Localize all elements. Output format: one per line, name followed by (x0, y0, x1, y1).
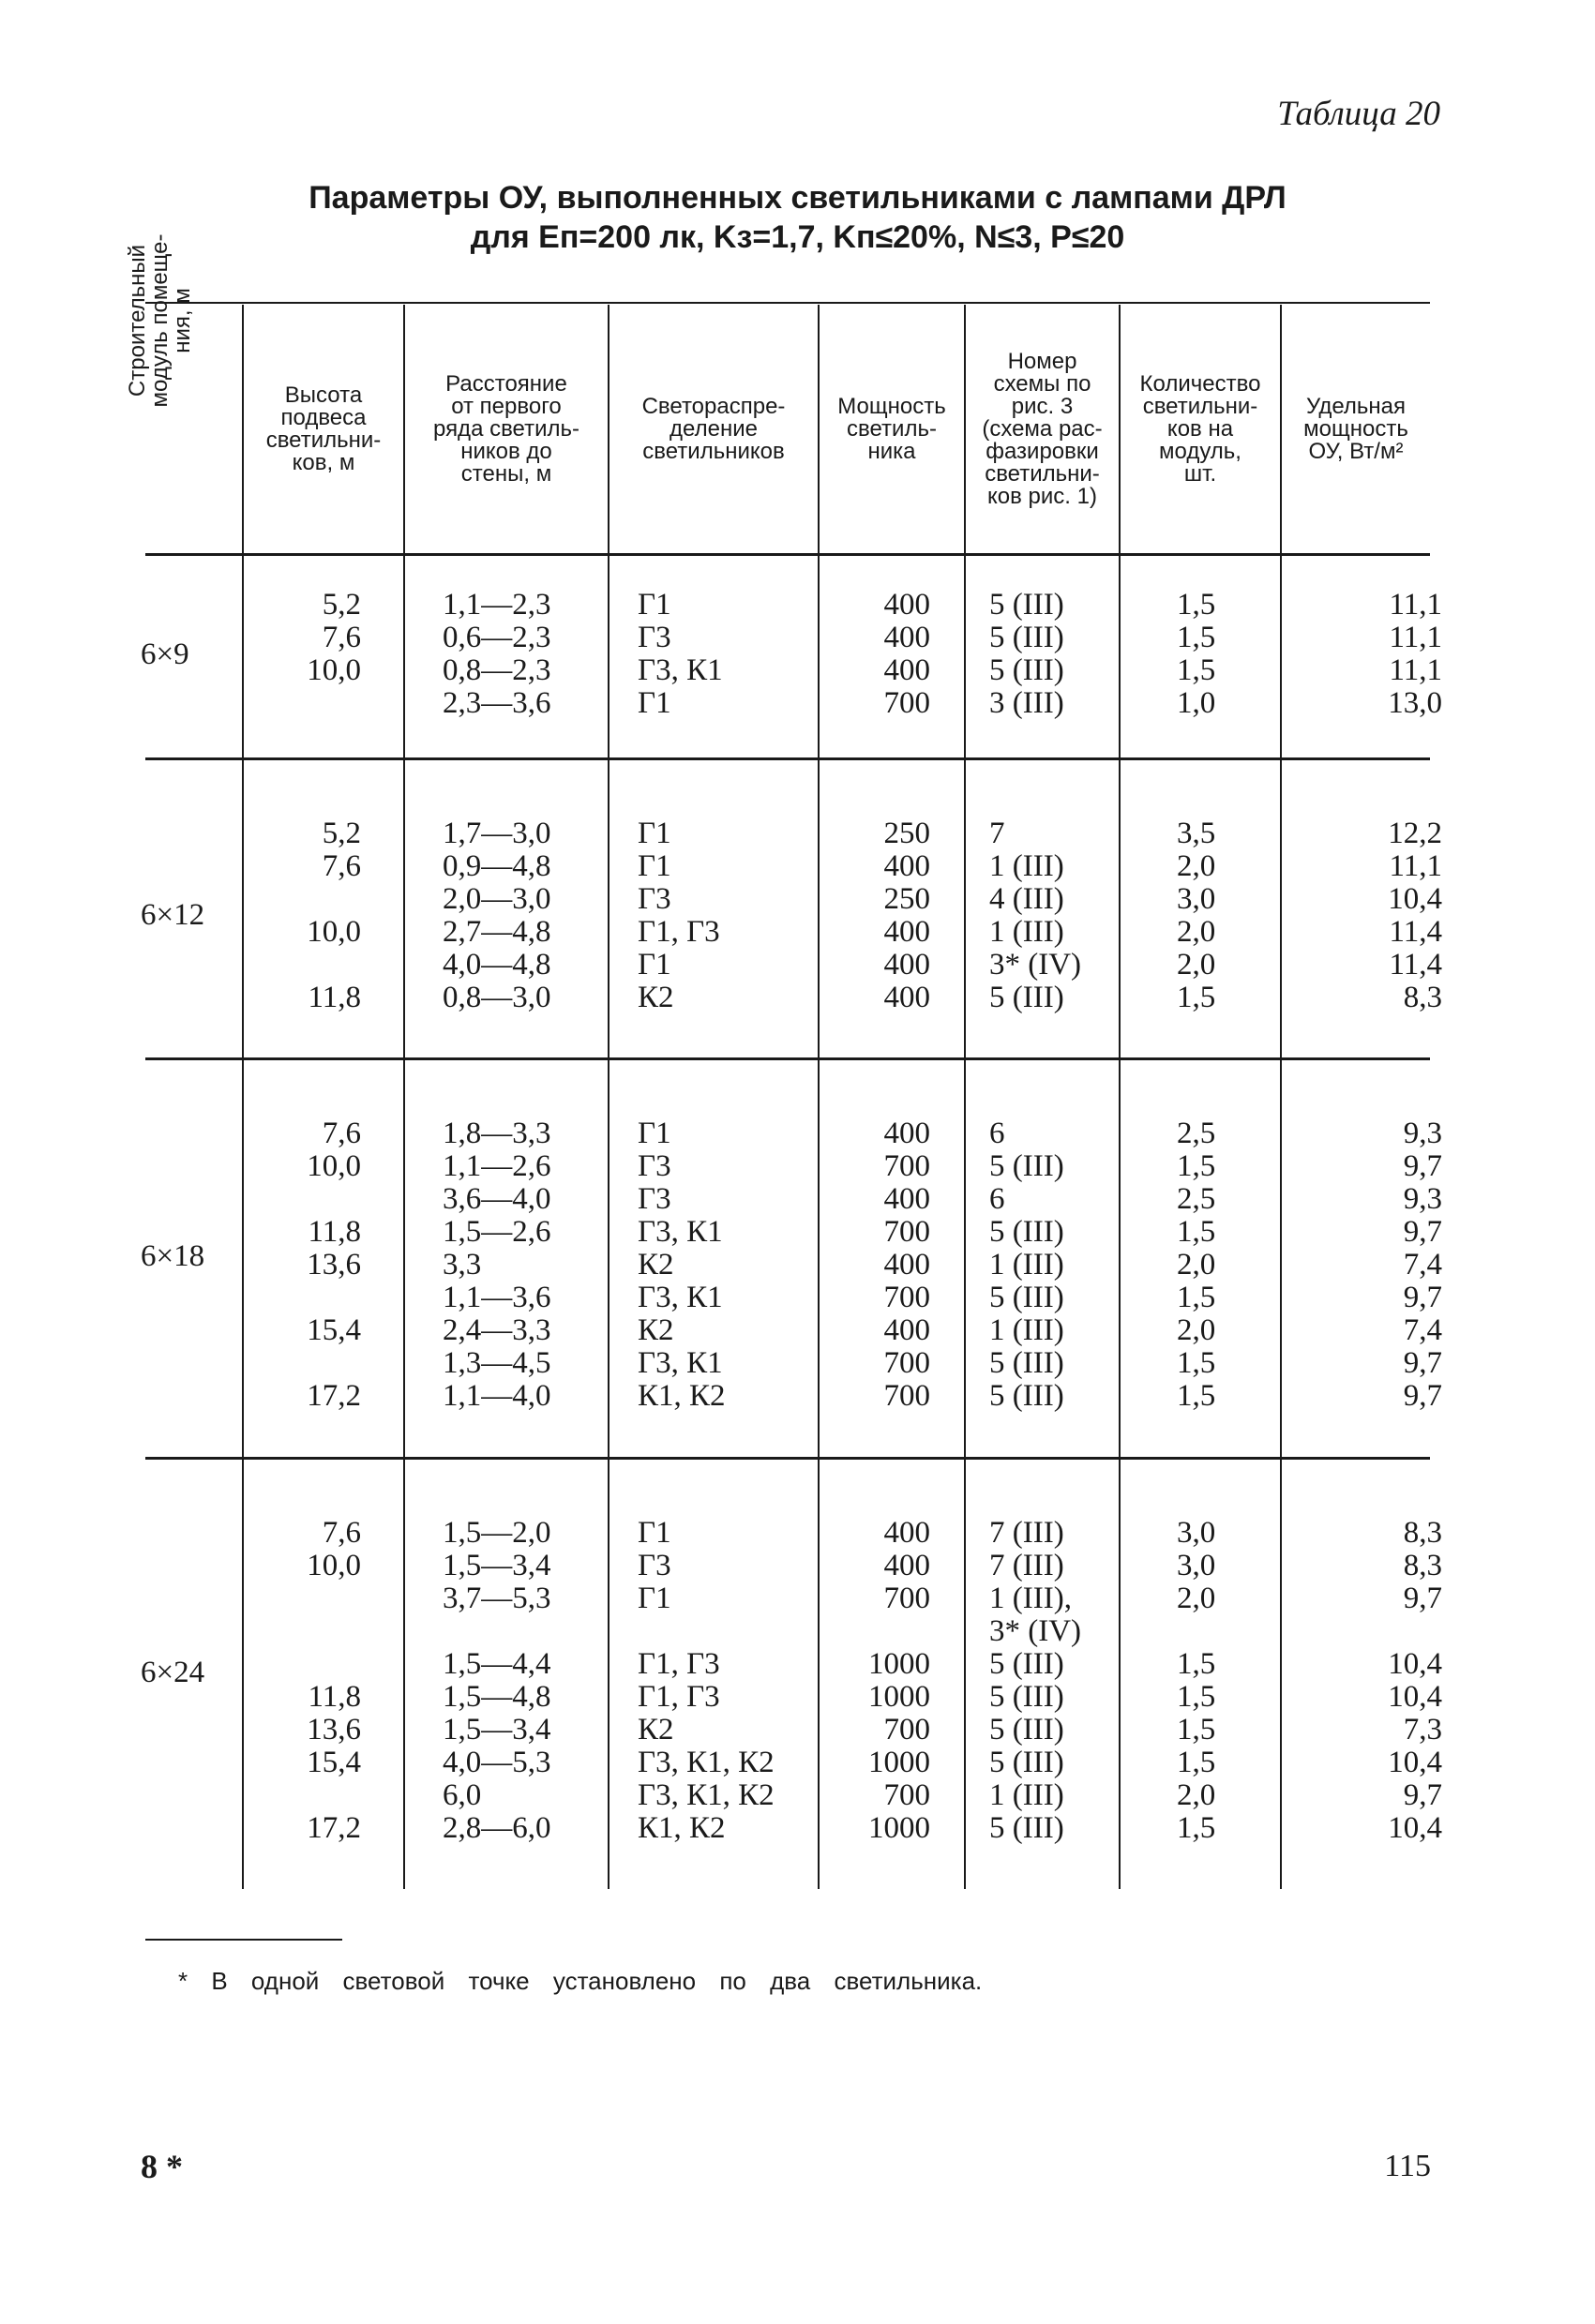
cell: 1,5 (1177, 1811, 1216, 1845)
group-1-scheme (989, 589, 1064, 720)
cell: 13,0 (1388, 686, 1442, 720)
table-label: Таблица 20 (1277, 95, 1440, 133)
cell: 13,6 (307, 1248, 361, 1282)
cell: 1,5 (1177, 1746, 1216, 1779)
cell: Г1 (638, 1117, 671, 1150)
cell: 400 (883, 849, 930, 883)
group-1-light (638, 589, 723, 720)
cell: 0,9—4,8 (443, 849, 551, 883)
cell: 7,6 (322, 1516, 361, 1550)
group-2-power (825, 817, 930, 1014)
cell: 11,1 (1389, 588, 1442, 622)
cell (258, 687, 361, 720)
header-scheme: Номер схемы по рис. 3 (схема рас- фазировки светильни- ков рис. 1) (982, 348, 1103, 509)
cell: 7,6 (322, 1117, 361, 1150)
cell: 11,8 (308, 1215, 361, 1249)
cell: 9,7 (1403, 1281, 1442, 1314)
cell: Г3, К1, К2 (638, 1746, 775, 1779)
cell: 400 (883, 1549, 930, 1582)
header-specific-power: Удельная мощность ОУ, Вт/м² (1303, 393, 1408, 464)
title-line-2: для Eп=200 лк, Kз=1,7, Kп≤20%, N≤3, P≤20 (470, 219, 1125, 255)
group-4-scheme (989, 1517, 1081, 1845)
table-title (0, 178, 1595, 257)
cell: 2,4—3,3 (443, 1313, 551, 1347)
cell: 1 (III) (989, 1313, 1064, 1347)
cell: 7 (III) (989, 1549, 1064, 1582)
cell: 1,7—3,0 (443, 817, 551, 850)
group-4-specific (1332, 1517, 1442, 1845)
cell: 700 (883, 686, 930, 720)
cell: 5 (III) (989, 1647, 1064, 1681)
header-count: Количество светильни- ков на модуль, шт. (1139, 370, 1261, 487)
cell: К1, К2 (638, 1811, 726, 1845)
cell: 1,5 (1177, 1647, 1216, 1681)
cell: 700 (883, 1379, 930, 1413)
cell (258, 1183, 361, 1216)
cell: 1,0 (1177, 686, 1216, 720)
cell: К2 (638, 1313, 674, 1347)
group-1-power (825, 589, 930, 720)
cell (1177, 1615, 1215, 1648)
cell: 8,3 (1403, 1516, 1442, 1550)
cell (258, 949, 361, 982)
cell: Г1, Г3 (638, 1680, 720, 1714)
cell: 4 (III) (989, 882, 1064, 916)
cell: 1,8—3,3 (443, 1117, 551, 1150)
cell: 11,4 (1389, 948, 1442, 982)
cell: Г3 (638, 621, 671, 654)
cell: 0,6—2,3 (443, 621, 551, 654)
cell: 9,7 (1403, 1346, 1442, 1380)
cell: 10,4 (1388, 1680, 1442, 1714)
cell: 1000 (868, 1811, 930, 1845)
group-3-height (258, 1117, 361, 1413)
header-bottom-rule (145, 553, 1430, 556)
group-4-count (1177, 1517, 1215, 1845)
cell: 1 (III) (989, 915, 1064, 949)
cell: 5 (III) (989, 1713, 1064, 1747)
cell (258, 883, 361, 916)
group-4-power (825, 1517, 930, 1845)
cell: 7 (989, 817, 1005, 850)
group-1-count (1177, 589, 1215, 720)
cell: 0,8—2,3 (443, 653, 551, 687)
header-height: Высота подвеса светильни- ков, м (265, 382, 382, 475)
cell: 13,6 (307, 1713, 361, 1747)
cell: 8,3 (1403, 981, 1442, 1014)
cell: 7,6 (322, 849, 361, 883)
group-2-height (258, 817, 361, 1014)
cell: 1000 (868, 1647, 930, 1681)
cell: 10,0 (307, 653, 361, 687)
cell: 3,7—5,3 (443, 1582, 551, 1615)
cell: 3,6—4,0 (443, 1182, 551, 1216)
cell: 4,0—5,3 (443, 1746, 551, 1779)
cell: 700 (883, 1778, 930, 1812)
group-divider-1 (145, 757, 1430, 760)
cell: 7 (III) (989, 1516, 1064, 1550)
cell: 5 (III) (989, 1149, 1064, 1183)
cell: 17,2 (307, 1379, 361, 1413)
signature-mark: 8 * (141, 2148, 183, 2185)
cell: 1,5 (1177, 1149, 1216, 1183)
cell: Г3, К1 (638, 1215, 723, 1249)
cell: 12,2 (1388, 817, 1442, 850)
group-3-light (638, 1117, 726, 1413)
cell: 5 (III) (989, 1680, 1064, 1714)
cell (258, 1615, 361, 1648)
cell: 400 (883, 588, 930, 622)
cell: 7,4 (1403, 1313, 1442, 1347)
cell: 10,0 (307, 1149, 361, 1183)
cell (258, 1582, 361, 1615)
cell: 1,5—4,8 (443, 1680, 551, 1714)
cell: 3,0 (1177, 1549, 1216, 1582)
cell: Г1 (638, 1516, 671, 1550)
cell: 2,0 (1177, 1778, 1216, 1812)
cell: 1,5 (1177, 588, 1216, 622)
cell: 2,0 (1177, 1313, 1216, 1347)
cell: 1,1—2,3 (443, 588, 551, 622)
cell: 5 (III) (989, 1811, 1064, 1845)
cell: 5 (III) (989, 588, 1064, 622)
group-2-scheme (989, 817, 1081, 1014)
cell: 400 (883, 1182, 930, 1216)
cell: 11,1 (1389, 621, 1442, 654)
cell: 400 (883, 1313, 930, 1347)
cell (258, 1779, 361, 1812)
cell: 1,5 (1177, 1346, 1216, 1380)
cell: 5,2 (322, 817, 361, 850)
cell: К2 (638, 1713, 674, 1747)
cell: 5 (III) (989, 1215, 1064, 1249)
cell: 9,7 (1403, 1149, 1442, 1183)
cell: 250 (883, 817, 930, 850)
cell: Г3, К1 (638, 1346, 723, 1380)
cell: 250 (883, 882, 930, 916)
cell: 1,5—3,4 (443, 1549, 551, 1582)
group-1-distance (443, 589, 551, 720)
cell: 3* (IV) (989, 1614, 1082, 1648)
group-1-specific (1332, 589, 1442, 720)
module-6x9: 6×9 (141, 637, 189, 671)
cell: 1000 (868, 1680, 930, 1714)
group-3-count (1177, 1117, 1215, 1413)
cell (258, 1648, 361, 1681)
cell: 400 (883, 1248, 930, 1282)
module-6x24: 6×24 (141, 1656, 205, 1689)
cell: 400 (883, 915, 930, 949)
cell (638, 1615, 775, 1648)
cell: Г1 (638, 686, 671, 720)
cell: Г1 (638, 1582, 671, 1615)
cell: 1,5—3,4 (443, 1713, 551, 1747)
cell: 10,4 (1388, 882, 1442, 916)
cell: 1 (III) (989, 1248, 1064, 1282)
cell: 11,1 (1389, 849, 1442, 883)
group-divider-3 (145, 1457, 1430, 1460)
cell: 17,2 (307, 1811, 361, 1845)
group-3-power (825, 1117, 930, 1413)
module-6x18: 6×18 (141, 1239, 205, 1273)
cell: 1,5 (1177, 621, 1216, 654)
cell: 2,0 (1177, 849, 1216, 883)
footnote-rule (145, 1939, 342, 1941)
cell: 2,0 (1177, 948, 1216, 982)
cell: 5 (III) (989, 653, 1064, 687)
group-4-distance (443, 1517, 551, 1845)
cell: 0,8—3,0 (443, 981, 551, 1014)
cell (1332, 1615, 1442, 1648)
header-light-distribution: Светораспре- деление светильников (641, 393, 786, 464)
group-4-height (258, 1517, 361, 1845)
cell: 10,4 (1388, 1647, 1442, 1681)
header-distance: Расстояние от первого ряда светиль- ников до стены, м (432, 370, 580, 487)
cell: 9,7 (1403, 1582, 1442, 1615)
group-3-distance (443, 1117, 551, 1413)
cell: 1000 (868, 1746, 930, 1779)
group-1-height (258, 589, 361, 720)
cell (443, 1615, 551, 1648)
cell: 700 (883, 1149, 930, 1183)
cell: 1,1—2,6 (443, 1149, 551, 1183)
cell: 5 (III) (989, 1746, 1064, 1779)
cell: 3,0 (1177, 1516, 1216, 1550)
cell: Г1 (638, 817, 671, 850)
cell: Г1 (638, 948, 671, 982)
group-2-light (638, 817, 720, 1014)
cell: 10,4 (1388, 1746, 1442, 1779)
cell: Г3, К1, К2 (638, 1778, 775, 1812)
cell: 1,5 (1177, 1680, 1216, 1714)
cell: К1, К2 (638, 1379, 726, 1413)
cell: 1,5 (1177, 653, 1216, 687)
cell: 9,7 (1403, 1778, 1442, 1812)
cell: 10,0 (307, 915, 361, 949)
cell: 3* (IV) (989, 948, 1082, 982)
cell: 9,7 (1403, 1379, 1442, 1413)
cell: 6 (989, 1182, 1005, 1216)
group-3-scheme (989, 1117, 1064, 1413)
cell: К2 (638, 981, 674, 1014)
cell: 2,0—3,0 (443, 882, 551, 916)
cell: 6 (989, 1117, 1005, 1150)
group-2-distance (443, 817, 551, 1014)
cell: 400 (883, 1516, 930, 1550)
table-top-rule (145, 302, 1430, 304)
cell: 2,5 (1177, 1182, 1216, 1216)
cell: 11,8 (308, 1680, 361, 1714)
cell: 1,5 (1177, 981, 1216, 1014)
cell: Г1, Г3 (638, 1647, 720, 1681)
cell: 400 (883, 621, 930, 654)
cell: 7,4 (1403, 1248, 1442, 1282)
cell: 3,5 (1177, 817, 1216, 850)
cell: 10,0 (307, 1549, 361, 1582)
title-line-1: Параметры ОУ, выполненных светильниками с лампами ДРЛ (308, 180, 1287, 216)
cell: 1,5 (1177, 1379, 1216, 1413)
cell: 1 (III) (989, 1778, 1064, 1812)
cell: 7,6 (322, 621, 361, 654)
cell: 1,5 (1177, 1281, 1216, 1314)
cell: 1,5 (1177, 1215, 1216, 1249)
cell: 10,4 (1388, 1811, 1442, 1845)
cell: 2,7—4,8 (443, 915, 551, 949)
cell: 2,0 (1177, 1248, 1216, 1282)
cell: 700 (883, 1582, 930, 1615)
cell: 15,4 (307, 1313, 361, 1347)
cell: 15,4 (307, 1746, 361, 1779)
footnote: * В одной световой точке установлено по два светильника. (178, 1967, 983, 1995)
cell: Г3 (638, 1549, 671, 1582)
group-divider-2 (145, 1057, 1430, 1060)
module-6x12: 6×12 (141, 898, 205, 932)
cell: Г1 (638, 849, 671, 883)
group-3-specific (1332, 1117, 1442, 1413)
cell: 2,5 (1177, 1117, 1216, 1150)
cell: 5 (III) (989, 1379, 1064, 1413)
cell: 5 (III) (989, 981, 1064, 1014)
cell: 8,3 (1403, 1549, 1442, 1582)
cell: 9,3 (1403, 1117, 1442, 1150)
cell (825, 1615, 930, 1648)
page-number: 115 (1384, 2149, 1431, 2183)
cell: 400 (883, 981, 930, 1014)
cell (258, 1282, 361, 1314)
cell: 11,4 (1389, 915, 1442, 949)
group-2-specific (1332, 817, 1442, 1014)
group-4-light (638, 1517, 775, 1845)
cell: Г3 (638, 1182, 671, 1216)
cell: 400 (883, 653, 930, 687)
cell: 1,5—2,0 (443, 1516, 551, 1550)
cell: 700 (883, 1281, 930, 1314)
cell: 9,7 (1403, 1215, 1442, 1249)
cell: 700 (883, 1713, 930, 1747)
cell: 5 (III) (989, 1346, 1064, 1380)
cell: 2,8—6,0 (443, 1811, 551, 1845)
cell: 400 (883, 948, 930, 982)
cell: 1,5—4,4 (443, 1647, 551, 1681)
cell: 4,0—4,8 (443, 948, 551, 982)
cell (258, 1347, 361, 1380)
cell: 11,8 (308, 981, 361, 1014)
cell: 3,0 (1177, 882, 1216, 916)
cell: 1,3—4,5 (443, 1346, 551, 1380)
cell: 3 (III) (989, 686, 1064, 720)
cell: 11,1 (1389, 653, 1442, 687)
cell: 700 (883, 1346, 930, 1380)
cell: 2,0 (1177, 1582, 1216, 1615)
header-module: Строительный модуль помеще- ния, м (125, 233, 195, 408)
group-2-count (1177, 817, 1215, 1014)
cell: 1 (III) (989, 849, 1064, 883)
cell: 9,3 (1403, 1182, 1442, 1216)
cell: Г3, К1 (638, 1281, 723, 1314)
cell: 1,5—2,6 (443, 1215, 551, 1249)
cell: К2 (638, 1248, 674, 1282)
cell: 6,0 (443, 1778, 482, 1812)
cell: 2,3—3,6 (443, 686, 551, 720)
cell: 3,3 (443, 1248, 482, 1282)
cell: 400 (883, 1117, 930, 1150)
cell: Г3 (638, 882, 671, 916)
cell: Г1 (638, 588, 671, 622)
cell: 2,0 (1177, 915, 1216, 949)
cell: 700 (883, 1215, 930, 1249)
cell: 5 (III) (989, 621, 1064, 654)
cell: 5 (III) (989, 1281, 1064, 1314)
cell: Г1, Г3 (638, 915, 720, 949)
cell: 1 (III), (989, 1582, 1072, 1615)
cell: Г3, К1 (638, 653, 723, 687)
cell: 1,1—4,0 (443, 1379, 551, 1413)
cell: 5,2 (322, 588, 361, 622)
cell: 1,1—3,6 (443, 1281, 551, 1314)
cell: Г3 (638, 1149, 671, 1183)
cell: 7,3 (1403, 1713, 1442, 1747)
header-power: Мощность светиль- ника (837, 393, 946, 464)
cell: 1,5 (1177, 1713, 1216, 1747)
